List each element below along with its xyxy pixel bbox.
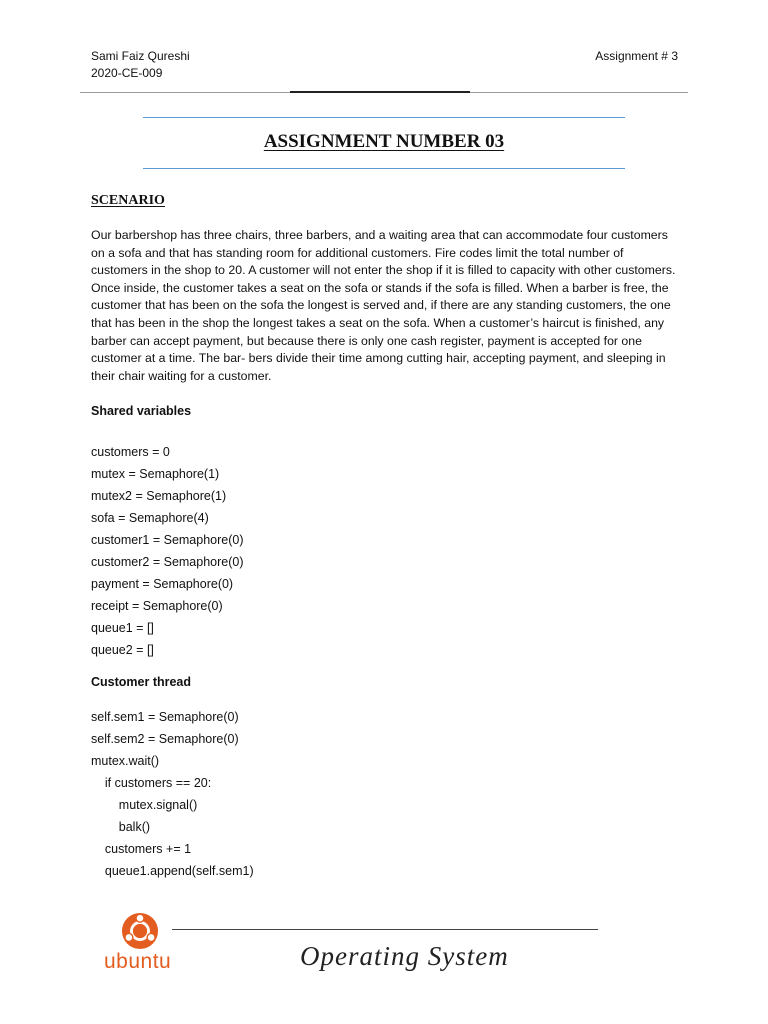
code-line: if customers == 20: (91, 776, 212, 790)
code-line: mutex.signal() (91, 798, 198, 812)
code-line: receipt = Semaphore(0) (91, 599, 223, 613)
code-line: customer2 = Semaphore(0) (91, 555, 244, 569)
title-rule-top (143, 117, 625, 118)
ubuntu-logo-icon (121, 912, 159, 950)
course-title: Operating System (300, 941, 509, 971)
header-left (91, 48, 190, 82)
code-line: queue1 = [] (91, 621, 154, 635)
code-line: queue2 = [] (91, 643, 154, 657)
code-line: self.sem1 = Semaphore(0) (91, 710, 239, 724)
scenario-paragraph: Our barbershop has three chairs, three barbers, and a waiting area that can accommodate four customers on a sofa and that has standing room for additional customers. Fire codes limit the total number of customers in the shop to 20. A customer will not enter the shop if it is filled to capacity with other customers. Once inside, the customer takes a seat on the sofa or stands if the sofa is filled. When a barber is free, the customer that has been on the sofa the longest is served and, if there are any standing customers, the one that has been in the shop the longest takes a seat on the sofa. When a customer’s haircut is finished, any barber can accept payment, but because there is only one cash register, payment is accepted for one customer at a time. The bar- bers divide their time among cutting hair, accepting payment, and sleeping in their chair waiting for a customer. (91, 228, 676, 383)
assignment-label: Assignment # 3 (595, 49, 678, 63)
code-line: mutex2 = Semaphore(1) (91, 489, 227, 503)
code-line: mutex = Semaphore(1) (91, 467, 220, 481)
code-line: mutex.wait() (91, 754, 160, 768)
code-line: balk() (91, 820, 151, 834)
page-title: ASSIGNMENT NUMBER 03 (263, 131, 505, 152)
code-line: sofa = Semaphore(4) (91, 511, 209, 525)
header-divider-accent (290, 91, 470, 93)
code-line: queue1.append(self.sem1) (91, 864, 254, 878)
customer-thread-code (91, 706, 254, 882)
code-line: customers += 1 (91, 842, 192, 856)
shared-variables-heading: Shared variables (91, 404, 192, 418)
title-rule-bottom (143, 168, 625, 169)
code-line: customers = 0 (91, 445, 170, 459)
code-line: payment = Semaphore(0) (91, 577, 234, 591)
customer-thread-heading: Customer thread (91, 675, 192, 689)
roll-number: 2020-CE-009 (91, 66, 163, 80)
code-line: self.sem2 = Semaphore(0) (91, 732, 239, 746)
scenario-heading: SCENARIO (91, 193, 165, 208)
author-name: Sami Faiz Qureshi (91, 49, 190, 63)
footer-divider (172, 929, 598, 930)
shared-variables-list (91, 441, 244, 661)
ubuntu-wordmark: ubuntu (104, 950, 172, 973)
code-line: customer1 = Semaphore(0) (91, 533, 244, 547)
